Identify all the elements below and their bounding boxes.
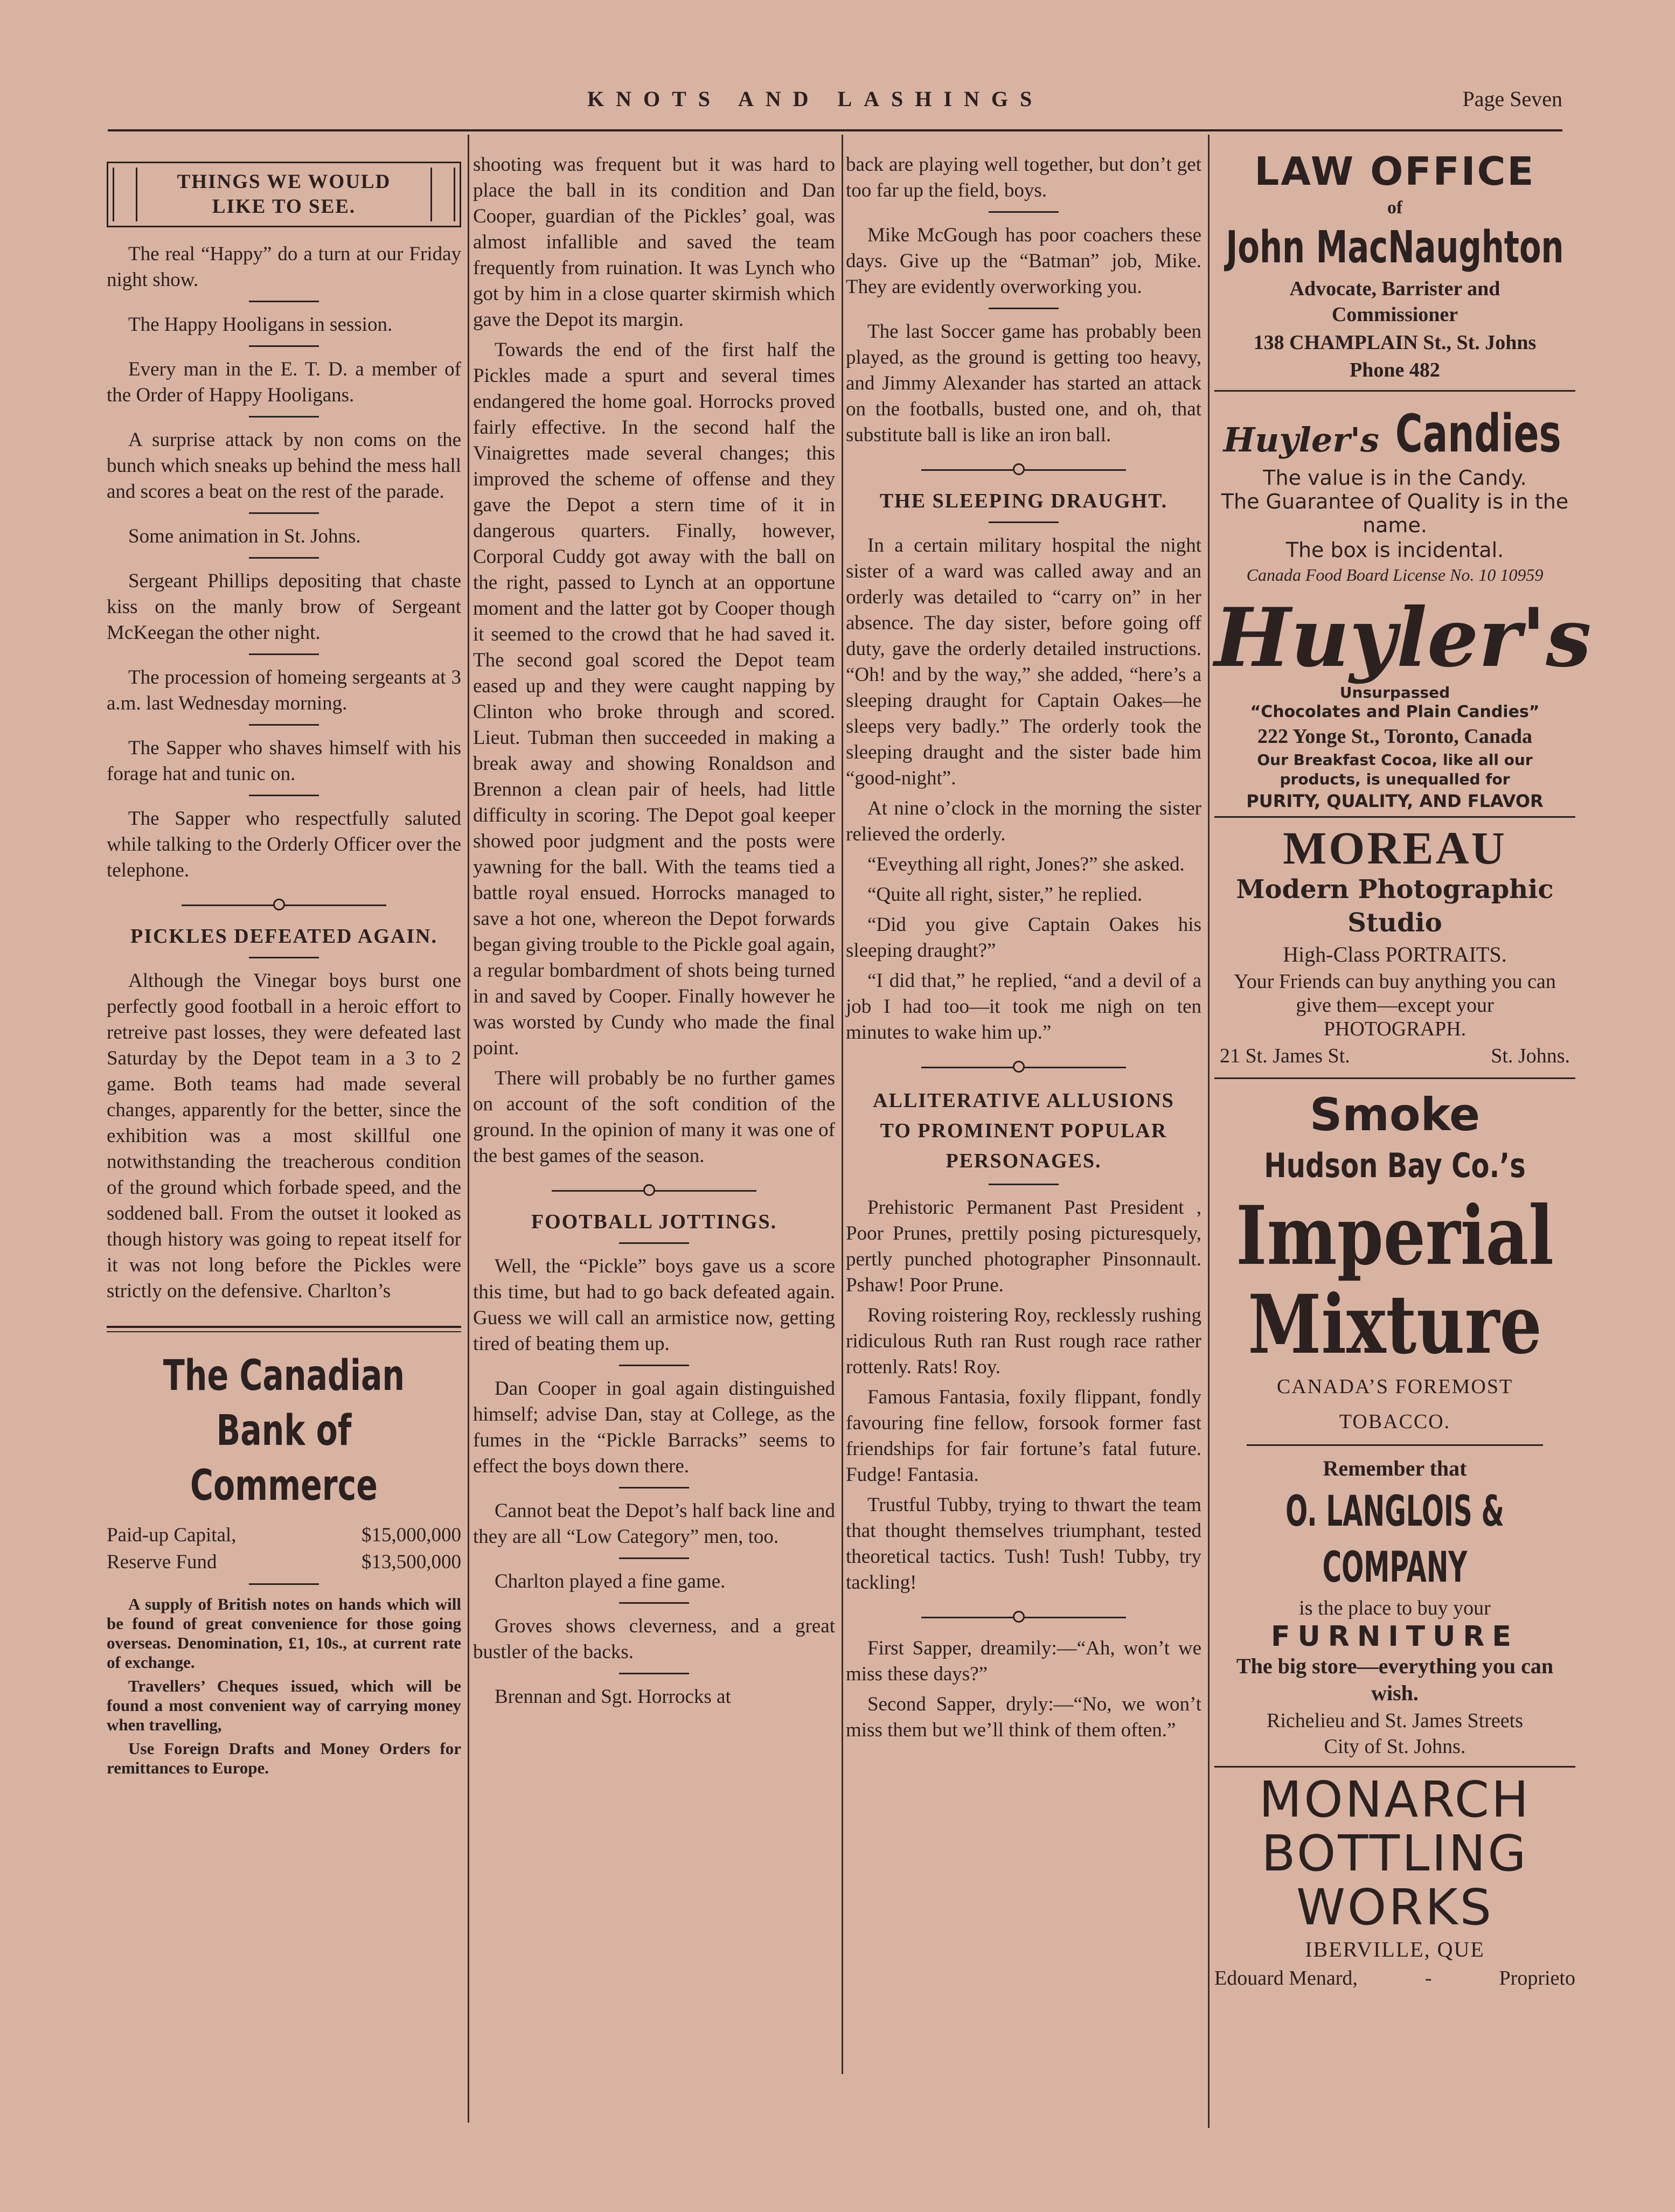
- things-item: Every man in the E. T. D. a member of the Order of Happy Hooligans.: [107, 358, 461, 406]
- monarch-line-1: MONARCH: [1259, 1771, 1531, 1828]
- sapper-paragraph: First Sapper, dreamily:—“Ah, won’t we miss these days?”: [846, 1637, 1201, 1685]
- hudson-mixture: Mixture: [1248, 1277, 1542, 1372]
- huylers-ad: [1214, 401, 1591, 813]
- huylers-unsurpassed: Unsurpassed: [1339, 684, 1450, 701]
- separator: [249, 345, 319, 347]
- ornament-right: [430, 168, 455, 221]
- alliterative-heading-line-3: PERSONAGES.: [946, 1150, 1102, 1172]
- ad-rule: [1247, 1444, 1543, 1446]
- ads-column: [1214, 147, 1591, 1992]
- huylers-chocolates: “Chocolates and Plain Candies”: [1250, 702, 1540, 721]
- moreau-address-row: [1214, 1041, 1575, 1071]
- page-header: [108, 86, 1562, 124]
- bank-note: Travellers’ Cheques issued, which will be found a most convenient way of carrying money when travelling,: [107, 1677, 461, 1734]
- law-office-ad: [1214, 147, 1575, 382]
- column-1: [107, 156, 461, 1782]
- separator: [989, 1184, 1059, 1185]
- ornament-divider: [921, 1612, 1126, 1623]
- law-of: of: [1387, 198, 1403, 218]
- alliterative-paragraph: Roving roistering Roy, recklessly rushing ridiculous Ruth ran Rust rough race rather rottenly. Rats! Roy.: [846, 1304, 1201, 1378]
- page-number: Page Seven: [1462, 87, 1562, 111]
- separator: [249, 957, 319, 958]
- reserve-row: [107, 1549, 461, 1576]
- column-2: [473, 152, 835, 1714]
- sleeping-paragraph: In a certain military hospital the night sister of a ward was called away and an orderly was detailed to “carry on” in her absence. The day sister, before going off duty, gave the orderly detailed instructions. “Oh! and by the way,” she added, “here’s a sleeping draught for Captain Oakes—he sleeps very badly.” The orderly took the sleeping draught and the sister bade him “good-night”.: [846, 534, 1201, 789]
- huylers-cocoa: Our Breakfast Cocoa, like all our products, is unequalled for: [1257, 751, 1533, 788]
- things-item: The real “Happy” do a turn at our Friday night show.: [107, 243, 461, 291]
- moreau-friends: Your Friends can buy anything you can give them—except your PHOTOGRAPH.: [1234, 970, 1556, 1040]
- column-3: [846, 152, 1201, 1748]
- separator: [989, 211, 1059, 213]
- jotting-item: Dan Cooper in goal again distinguished himself; advise Dan, stay at College, as the fumes in the “Pickle Barracks” seems to effect the boys down there.: [473, 1378, 835, 1477]
- ornament-divider: [552, 1185, 756, 1196]
- moreau-name: MOREAU: [1283, 822, 1507, 874]
- match-paragraph: shooting was frequent but it was hard to place the ball in its condition and Dan Cooper, guardian of the Pickles’ goal, was almost infallible and saved the team frequently from ruination. It was Lynch who got by him in a close quarter skirmish which gave the Depot its margin.: [473, 154, 835, 331]
- langlois-streets: Richelieu and St. James Streets: [1267, 1709, 1523, 1732]
- separator: [249, 1583, 319, 1585]
- things-item: Some animation in St. Johns.: [128, 525, 361, 547]
- separator: [249, 301, 319, 302]
- header-rule: [108, 129, 1562, 131]
- jotting-item: Cannot beat the Depot’s half back line and they are all “Low Category” men, too.: [473, 1500, 835, 1548]
- monarch-owner-row: [1214, 1965, 1575, 1992]
- langlois-place: is the place to buy your: [1299, 1597, 1491, 1619]
- masthead: KNOTS AND LASHINGS: [587, 87, 1044, 111]
- law-address: 138 CHAMPLAIN St., St. Johns: [1253, 331, 1537, 354]
- separator: [619, 1487, 689, 1488]
- things-item: The Sapper who respectfully saluted while talking to the Orderly Officer over the telephone.: [107, 808, 461, 881]
- ad-rule: [1214, 1077, 1575, 1079]
- monarch-owner: Edouard Menard,: [1214, 1967, 1358, 1990]
- huylers-line-2: The Guarantee of Quality is in the name.: [1221, 490, 1569, 537]
- hudson-ad: [1214, 1088, 1575, 1438]
- sleeping-paragraph: “Did you give Captain Oakes his sleeping draught?”: [846, 914, 1201, 962]
- jotting-item: Brennan and Sgt. Horrocks at: [495, 1686, 731, 1708]
- moreau-ad: [1214, 823, 1575, 1071]
- pickles-paragraph: Although the Vinegar boys burst one perfectly good football in a heroic effort to retreive past losses, they were defeated last Saturday by the Depot team in a 3 to 2 game. Both teams had made several changes, apparently for the better, since the exhibition was a most skillful one notwithstanding the treacherous condition of the ground which forbade speed, and the soddened ball. From the outset it looked as though history was going to repeat itself for it was not long before the Pickles were strictly on the defensive. Charlton’s: [107, 970, 461, 1302]
- hudson-imperial: Imperial: [1236, 1188, 1554, 1283]
- langlois-city: City of St. Johns.: [1324, 1735, 1466, 1758]
- ad-rule: [1214, 816, 1575, 818]
- law-title: LAW OFFICE: [1254, 149, 1535, 194]
- alliterative-paragraph: Famous Fantasia, foxily flippant, fondly favouring fine fellow, forsook former fast friendships for fair fortune’s fatal future. Fudge! Fantasia.: [846, 1386, 1201, 1486]
- sleeping-paragraph: At nine o’clock in the morning the sister relieved the orderly.: [846, 797, 1201, 845]
- things-item: Sergeant Phillips depositing that chaste kiss on the manly brow of Sergeant McKeegan the other night.: [107, 570, 461, 644]
- monarch-town: IBERVILLE, QUE: [1305, 1937, 1485, 1961]
- hudson-smoke: Smoke: [1309, 1088, 1481, 1141]
- things-item: The procession of homeing sergeants at 3 a.m. last Wednesday morning.: [107, 666, 461, 714]
- sleeping-paragraph: “I did that,” he replied, “and a devil of a job I had too—it took me nigh on ten minutes to wake him up.”: [846, 970, 1201, 1044]
- things-heading-box: [107, 162, 461, 227]
- paid-capital-label: Paid-up Capital,: [107, 1524, 237, 1546]
- sleeping-paragraph: “Quite all right, sister,” he replied.: [867, 884, 1143, 906]
- things-item: The Sapper who shaves himself with his forage hat and tunic on.: [107, 737, 461, 785]
- things-item: The Happy Hooligans in session.: [128, 314, 393, 336]
- sleeping-paragraph: “Eveything all right, Jones?” she asked.: [867, 853, 1185, 875]
- jotting-item: Charlton played a fine game.: [495, 1570, 726, 1592]
- match-paragraph: There will probably be no further games on account of the soft condition of the ground. In the opinion of many it was one of the best games of the season.: [473, 1067, 835, 1167]
- separator: [619, 1673, 689, 1674]
- alliterative-heading-line-2: TO PROMINENT POPULAR: [880, 1119, 1167, 1142]
- alliterative-paragraph: Prehistoric Permanent Past President , Poor Prunes, prettily posing picturesquely, pertly punched photographer Pinsonnault. Pshaw! Poor Prune.: [846, 1197, 1201, 1296]
- law-role: Advocate, Barrister and Commissioner: [1289, 277, 1500, 326]
- hudson-tagline-1: CANADA’S FOREMOST: [1276, 1375, 1513, 1398]
- moreau-portraits: High-Class PORTRAITS.: [1283, 942, 1507, 966]
- langlois-furniture: FURNITURE: [1271, 1620, 1519, 1653]
- alliterative-heading: [846, 1086, 1201, 1176]
- huylers-purity: PURITY, QUALITY, AND FLAVOR: [1246, 791, 1544, 811]
- separator: [619, 1557, 689, 1559]
- ornament-divider: [921, 1062, 1126, 1073]
- paid-capital-value: $15,000,000: [362, 1524, 461, 1546]
- bank-ad: [107, 1348, 461, 1778]
- things-heading-line-1: THINGS WE WOULD: [177, 171, 391, 193]
- separator: [989, 521, 1059, 523]
- separator: [249, 653, 319, 655]
- moreau-address: 21 St. James St.: [1220, 1045, 1350, 1067]
- huylers-line-3: The box is incidental.: [1285, 538, 1504, 562]
- monarch-line-2: BOTTLING: [1261, 1825, 1528, 1882]
- hudson-tagline-2: TOBACCO.: [1339, 1410, 1451, 1433]
- bank-rule: [107, 1326, 461, 1332]
- huylers-address: 222 Yonge St., Toronto, Canada: [1257, 725, 1532, 748]
- separator: [619, 1242, 689, 1244]
- column-rule-3: [1208, 135, 1210, 2128]
- paid-capital-row: [107, 1522, 461, 1549]
- monarch-dash: -: [1424, 1967, 1432, 1990]
- jotting-item: Groves shows cleverness, and a great bustler of the backs.: [473, 1615, 835, 1663]
- ad-rule: [1214, 1766, 1575, 1768]
- reserve-value: $13,500,000: [362, 1551, 461, 1573]
- reserve-label: Reserve Fund: [107, 1551, 217, 1573]
- candies-title: Candies: [1395, 404, 1561, 464]
- huylers-line-1: The value is in the Candy.: [1263, 466, 1527, 490]
- jotting-item: Well, the “Pickle” boys gave us a score this time, but had to go back defeated again. Guess we will call an armistice now, getting tired of beating them up.: [473, 1255, 835, 1355]
- column-rule-1: [468, 135, 469, 2123]
- ornament-divider: [182, 900, 386, 910]
- bank-note: A supply of British notes on hands which will be found of great convenience for those going overseas. Denomination, £1, 10s., at current rate of exchange.: [107, 1595, 461, 1672]
- alliterative-paragraph: Trustful Tubby, trying to thwart the team that thought themselves triumphant, tested theoretical tactics. Tush! Tush! Tubby, try tackling!: [846, 1494, 1201, 1594]
- monarch-line-3: WORKS: [1296, 1879, 1494, 1936]
- column-rule-2: [842, 135, 843, 2074]
- jotting-item: back are playing well together, but don’t get too far up the field, boys.: [846, 154, 1201, 201]
- huylers-headline: [1214, 401, 1575, 466]
- sleeping-heading: THE SLEEPING DRAUGHT.: [879, 490, 1168, 512]
- huylers-license: Canada Food Board License No. 10 10959: [1246, 565, 1544, 585]
- separator: [249, 795, 319, 796]
- separator: [249, 557, 319, 559]
- things-heading-line-2: LIKE TO SEE.: [212, 196, 356, 218]
- moreau-studio: Modern Photographic Studio: [1236, 874, 1554, 938]
- monarch-role: Proprieto: [1499, 1967, 1575, 1990]
- alliterative-heading-line-1: ALLITERATIVE ALLUSIONS: [873, 1089, 1174, 1112]
- bank-note: Use Foreign Drafts and Money Orders for remittances to Europe.: [107, 1739, 461, 1777]
- langlois-remember: Remember that: [1323, 1456, 1467, 1480]
- monarch-ad: [1214, 1773, 1575, 1992]
- jottings-heading: FOOTBALL JOTTINGS.: [531, 1211, 777, 1233]
- ornament-divider: [921, 464, 1126, 475]
- law-name: John MacNaughton: [1226, 222, 1564, 273]
- bank-title: The Canadian Bank of Commerce: [163, 1352, 405, 1510]
- huylers-logo-large: Huyler's: [1214, 590, 1591, 685]
- moreau-city: St. Johns.: [1491, 1045, 1570, 1067]
- huylers-logo: Huyler's: [1223, 420, 1379, 460]
- separator: [989, 308, 1059, 309]
- jotting-item: The last Soccer game has probably been played, as the ground is getting too heavy, and Jimmy Alexander has started an attack on the footballs, busted one, and oh, that substitute ball is like an iron ball.: [846, 321, 1201, 446]
- separator: [249, 416, 319, 418]
- sapper-paragraph: Second Sapper, dryly:—“No, we won’t miss them but we’ll think of them often.”: [846, 1693, 1201, 1741]
- separator: [619, 1365, 689, 1366]
- law-phone: Phone 482: [1350, 359, 1440, 381]
- pickles-heading: PICKLES DEFEATED AGAIN.: [130, 925, 437, 948]
- things-item: A surprise attack by non coms on the bunch which sneaks up behind the mess hall and scores a beat on the rest of the parade.: [107, 429, 461, 503]
- separator: [249, 512, 319, 514]
- langlois-name: O. LANGLOIS & COMPANY: [1285, 1487, 1504, 1592]
- separator: [249, 724, 319, 726]
- ornament-left: [113, 168, 137, 221]
- ad-rule: [1214, 390, 1575, 392]
- langlois-ad: [1214, 1453, 1575, 1758]
- separator: [619, 1602, 689, 1604]
- langlois-store: The big store—everything you can wish.: [1236, 1654, 1554, 1705]
- match-paragraph: Towards the end of the first half the Pickles made a spurt and several times endangered the home goal. Horrocks proved fairly effective. In the second half the Vinaigrettes made several changes; this improved the scheme of offense and they gave the Depot a stern time of it in dangerous quarters. Finally, however, Corporal Cuddy got away with the ball on the right, passed to Lynch at an opportune moment and the latter got by Cooper though it seemed to the crowd that he had saved it. The second goal scored the Depot team eased up and they were caught napping by Clinton who broke through and scored. Lieut. Tubman then succeeded in making a break away and showing Ronaldson and Brennon a clean pair of heels, had little difficulty in scoring. The Depot goal keeper showed poor judgment and the posts were yawning for the ball. With the teams tied a battle royal ensued. Horrocks managed to save a hot one, whereon the Depot forwards began giving trouble to the Pickle goal again, a regular bombardment of shots being turned in and saved by Cooper. Finally however he was worsted by Cundy who made the final point.: [473, 339, 835, 1059]
- hudson-company: Hudson Bay Co.’s: [1264, 1146, 1526, 1185]
- jotting-item: Mike McGough has poor coachers these days. Give up the “Batman” job, Mike. They are evidently overworking you.: [846, 224, 1201, 298]
